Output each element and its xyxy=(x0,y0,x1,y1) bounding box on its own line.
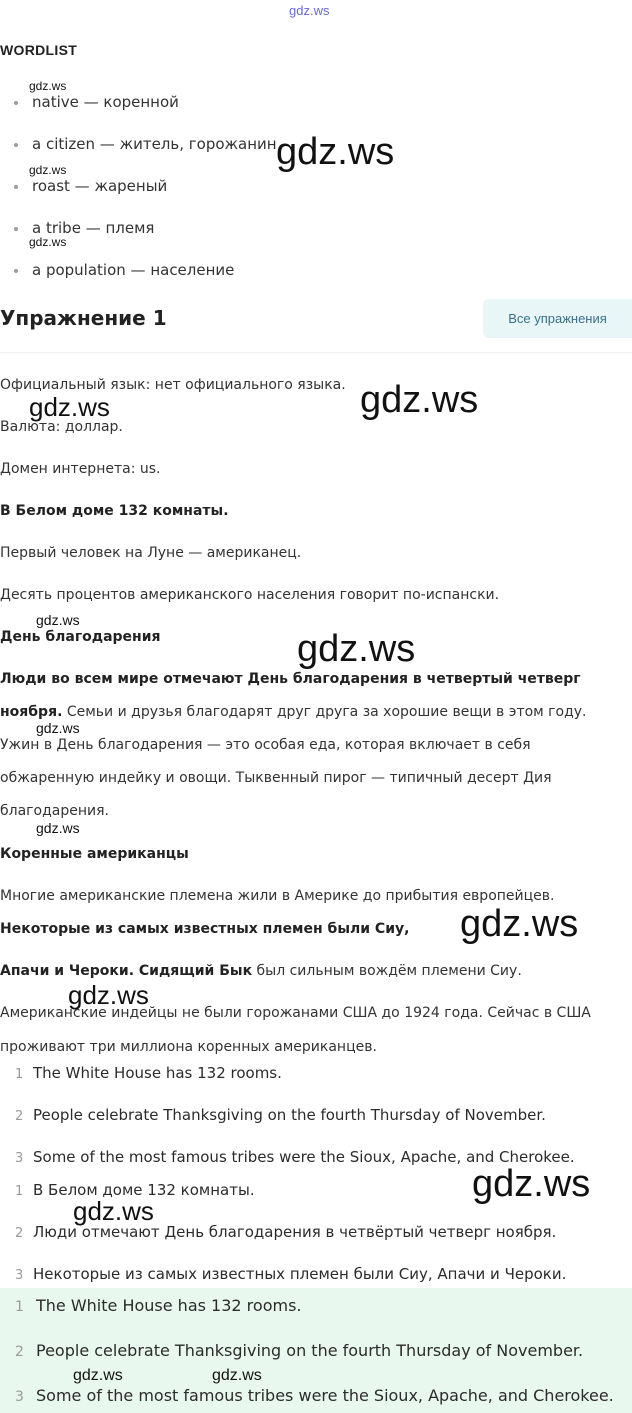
list-text: В Белом доме 132 комнаты. xyxy=(33,1181,255,1199)
wordlist-item-text: a tribe — племя xyxy=(32,219,155,237)
wordlist-item xyxy=(14,133,277,155)
watermark: gdz.ws xyxy=(472,1163,591,1205)
watermark: gdz.ws xyxy=(29,79,67,93)
watermark: gdz.ws xyxy=(460,903,579,945)
wordlist-item-text: a population — население xyxy=(32,261,235,279)
watermark: gdz.ws xyxy=(73,1367,123,1384)
bullet-icon xyxy=(14,269,18,273)
list-number: 2 xyxy=(15,1226,24,1241)
list-text: Люди отмечают День благодарения в четвёртый четверг ноября. xyxy=(33,1223,557,1241)
watermark: gdz.ws xyxy=(29,163,67,177)
list-item xyxy=(0,1263,566,1287)
divider xyxy=(0,352,632,353)
paragraph-bold-part: ноября. xyxy=(0,704,63,720)
list-number: 2 xyxy=(15,1109,24,1124)
watermark: gdz.ws xyxy=(29,235,67,249)
list-text: The White House has 132 rooms. xyxy=(33,1064,282,1082)
paragraph: Домен интернета: us. xyxy=(0,461,161,477)
section-heading-thanksgiving: День благодарения xyxy=(0,629,161,645)
answer-item xyxy=(0,1295,301,1318)
all-exercises-button[interactable]: Все упражнения xyxy=(483,299,632,338)
bullet-icon xyxy=(14,227,18,231)
wordlist-item xyxy=(14,175,167,197)
list-number: 1 xyxy=(15,1299,24,1315)
answer-text: The White House has 132 rooms. xyxy=(36,1296,302,1315)
watermark: gdz.ws xyxy=(276,131,395,173)
list-item xyxy=(0,1062,282,1086)
paragraph: Американские индейцы не были горожанами США до 1924 года. Сейчас в США xyxy=(0,1005,591,1021)
paragraph-bold: Некоторые из самых известных племен были Сиу, xyxy=(0,921,410,937)
bullet-icon xyxy=(14,101,18,105)
paragraph: Ужин в День благодарения — это особая еда, которая включает в себя xyxy=(0,737,531,753)
answer-item xyxy=(0,1385,614,1408)
paragraph xyxy=(0,961,522,981)
watermark: gdz.ws xyxy=(73,1196,154,1226)
wordlist-item xyxy=(14,91,179,113)
list-number: 3 xyxy=(15,1151,24,1166)
wordlist-title: WORDLIST xyxy=(0,42,78,58)
wordlist-item-text: native — коренной xyxy=(32,93,179,111)
top-watermark-link[interactable]: gdz.ws xyxy=(289,3,330,18)
watermark: gdz.ws xyxy=(297,628,416,670)
section-heading-native: Коренные американцы xyxy=(0,846,189,862)
watermark: gdz.ws xyxy=(68,980,149,1010)
bullet-icon xyxy=(14,185,18,189)
paragraph-bold: В Белом доме 132 комнаты. xyxy=(0,503,229,519)
bullet-icon xyxy=(14,143,18,147)
list-number: 3 xyxy=(15,1389,24,1405)
paragraph: Первый человек на Луне — американец. xyxy=(0,545,302,561)
paragraph: проживают три миллиона коренных американцев. xyxy=(0,1039,377,1055)
paragraph: обжаренную индейку и овощи. Тыквенный пирог — типичный десерт Дия xyxy=(0,770,552,786)
list-item xyxy=(0,1104,546,1128)
watermark: gdz.ws xyxy=(36,612,80,628)
exercise-title: Упражнение 1 xyxy=(0,306,167,330)
list-text: People celebrate Thanksgiving on the fourth Thursday of November. xyxy=(33,1106,546,1124)
paragraph xyxy=(0,702,587,722)
paragraph: Многие американские племена жили в Америке до прибытия европейцев. xyxy=(0,888,555,904)
paragraph: благодарения. xyxy=(0,803,109,819)
watermark: gdz.ws xyxy=(212,1367,262,1384)
list-number: 1 xyxy=(15,1184,24,1199)
paragraph-bold: Люди во всем мире отмечают День благодарения в четвертый четверг xyxy=(0,671,581,687)
paragraph: Официальный язык: нет официального языка. xyxy=(0,377,346,393)
wordlist-item-text: a citizen — житель, горожанин xyxy=(32,135,277,153)
list-item xyxy=(0,1221,556,1245)
answer-item xyxy=(0,1340,583,1363)
wordlist-item xyxy=(14,259,234,281)
list-text: Some of the most famous tribes were the Sioux, Apache, and Cherokee. xyxy=(33,1148,575,1166)
paragraph-part: Семьи и друзья благодарят друг друга за хорошие вещи в этом году. xyxy=(62,704,587,720)
watermark: gdz.ws xyxy=(360,379,479,421)
paragraph: Валюта: доллар. xyxy=(0,419,123,435)
paragraph-bold-part: Апачи и Чероки. Сидящий Бык xyxy=(0,963,253,979)
answer-text: People celebrate Thanksgiving on the fourth Thursday of November. xyxy=(36,1341,584,1360)
watermark: gdz.ws xyxy=(36,720,80,736)
paragraph-part: был сильным вождём племени Сиу. xyxy=(252,963,522,979)
watermark: gdz.ws xyxy=(29,392,110,422)
answer-text: Some of the most famous tribes were the Sioux, Apache, and Cherokee. xyxy=(36,1386,614,1405)
list-number: 2 xyxy=(15,1344,24,1360)
list-number: 1 xyxy=(15,1067,24,1082)
list-text: Некоторые из самых известных племен были Сиу, Апачи и Чероки. xyxy=(33,1265,567,1283)
watermark: gdz.ws xyxy=(36,820,80,836)
list-number: 3 xyxy=(15,1268,24,1283)
wordlist-item-text: roast — жареный xyxy=(32,177,168,195)
paragraph: Десять процентов американского населения говорит по-испански. xyxy=(0,587,500,603)
